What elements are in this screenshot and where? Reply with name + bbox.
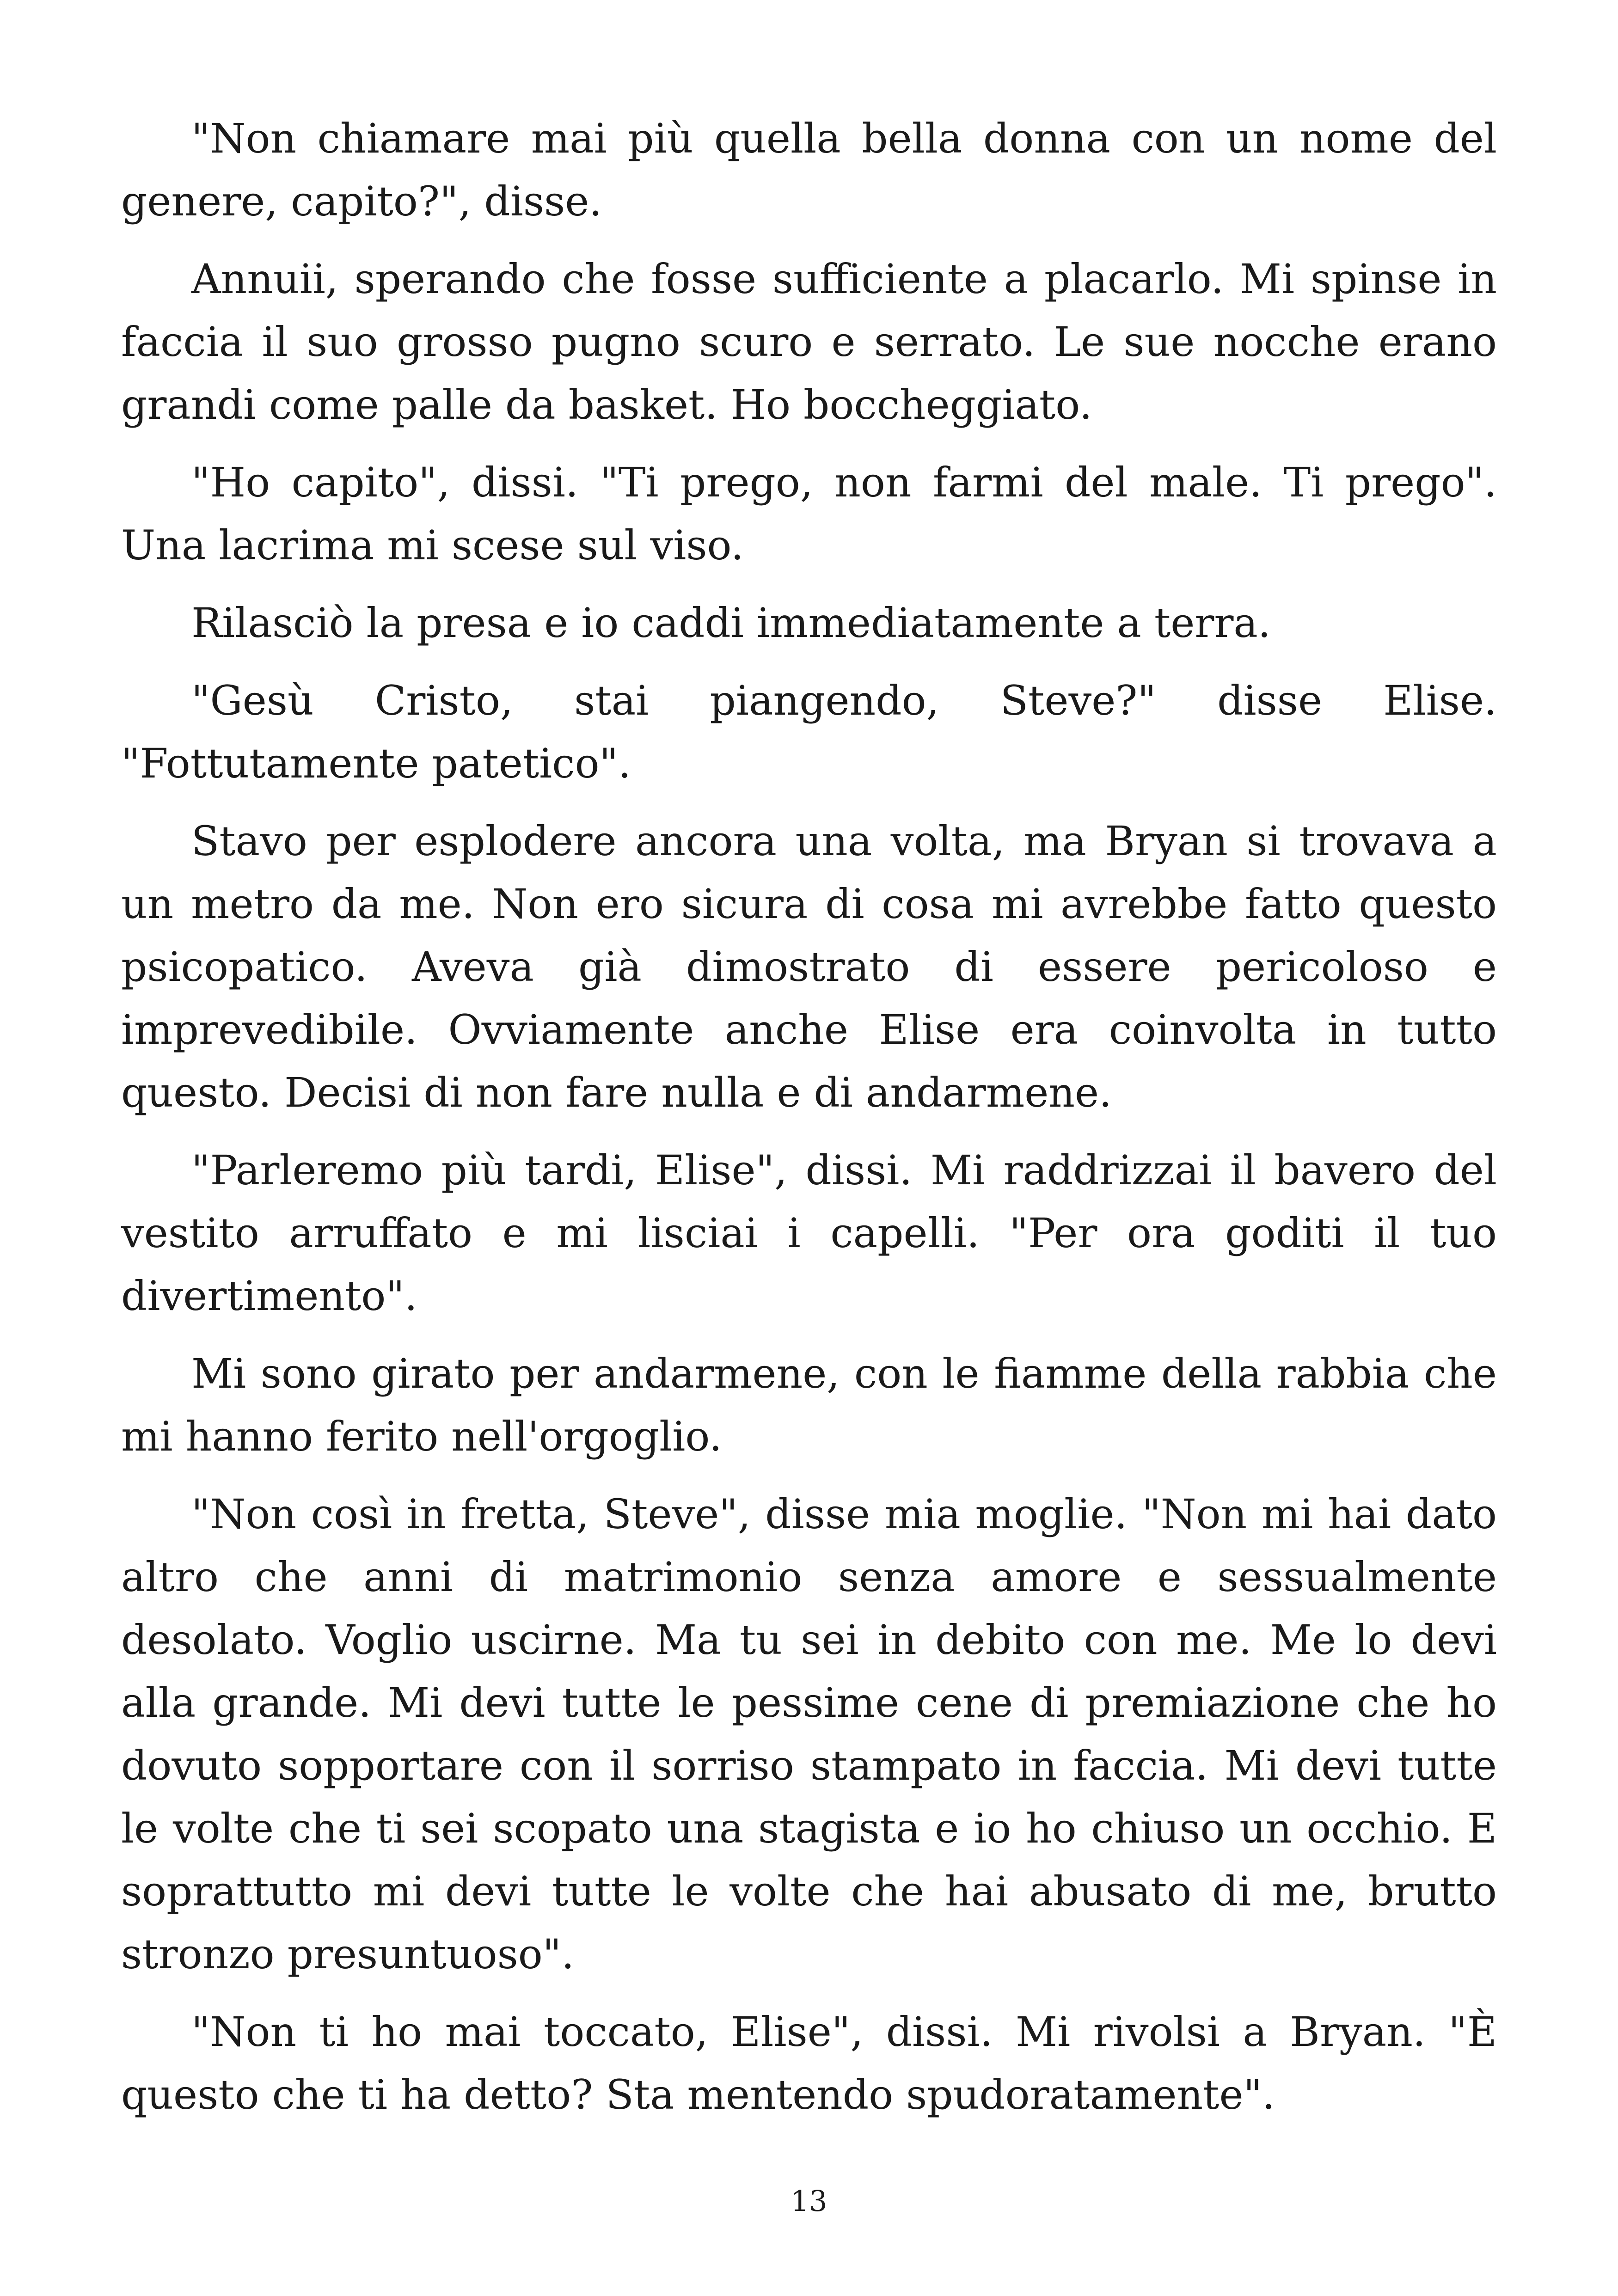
paragraph-4: Rilasciò la presa e io caddi immediatamente a terra. xyxy=(191,599,1271,647)
paragraph-9: "Non così in fretta, Steve", disse mia moglie. "Non mi hai dato altro che anni di matrimonio senza amore e sessualmente desolato. Voglio uscirne. Ma tu sei in debito con me. Me lo devi alla grande. Mi devi tutte le pessime cene di premiazione che ho dovuto sopportare con il sorriso stampato in faccia. Mi devi tutte le volte che ti sei scopato una stagista e io ho chiuso un occhio. E soprattutto mi devi tutte le volte che hai abusato di me, brutto stronzo presuntuoso". xyxy=(121,1490,1497,1978)
paragraph-7: "Parleremo più tardi, Elise", dissi. Mi raddrizzai il bavero del vestito arruffato e mi lisciai i capelli. "Per ora goditi il tuo divertimento". xyxy=(121,1146,1497,1320)
paragraph-6: Stavo per esplodere ancora una volta, ma Bryan si trovava a un metro da me. Non ero sicura di cosa mi avrebbe fatto questo psicopatico. Aveva già dimostrato di essere pericoloso e imprevedibile. Ovviamente anche Elise era coinvolta in tutto questo. Decisi di non fare nulla e di andarmene. xyxy=(121,817,1497,1116)
paragraph-5: "Gesù Cristo, stai piangendo, Steve?" disse Elise. "Fottutamente patetico". xyxy=(121,677,1497,787)
page-body-text xyxy=(121,107,1497,2141)
paragraph-8: Mi sono girato per andarmene, con le fiamme della rabbia che mi hanno ferito nell'orgoglio. xyxy=(121,1350,1497,1460)
paragraph-10: "Non ti ho mai toccato, Elise", dissi. Mi rivolsi a Bryan. "È questo che ti ha detto? Sta mentendo spudoratamente". xyxy=(121,2008,1497,2118)
paragraph-3: "Ho capito", dissi. "Ti prego, non farmi del male. Ti prego". Una lacrima mi scese sul viso. xyxy=(121,459,1497,569)
page-number: 13 xyxy=(791,2184,827,2218)
paragraph-2: Annuii, sperando che fosse sufficiente a placarlo. Mi spinse in faccia il suo grosso pugno scuro e serrato. Le sue nocche erano grandi come palle da basket. Ho boccheggiato. xyxy=(121,255,1497,429)
paragraph-1: "Non chiamare mai più quella bella donna con un nome del genere, capito?", disse. xyxy=(121,115,1497,225)
